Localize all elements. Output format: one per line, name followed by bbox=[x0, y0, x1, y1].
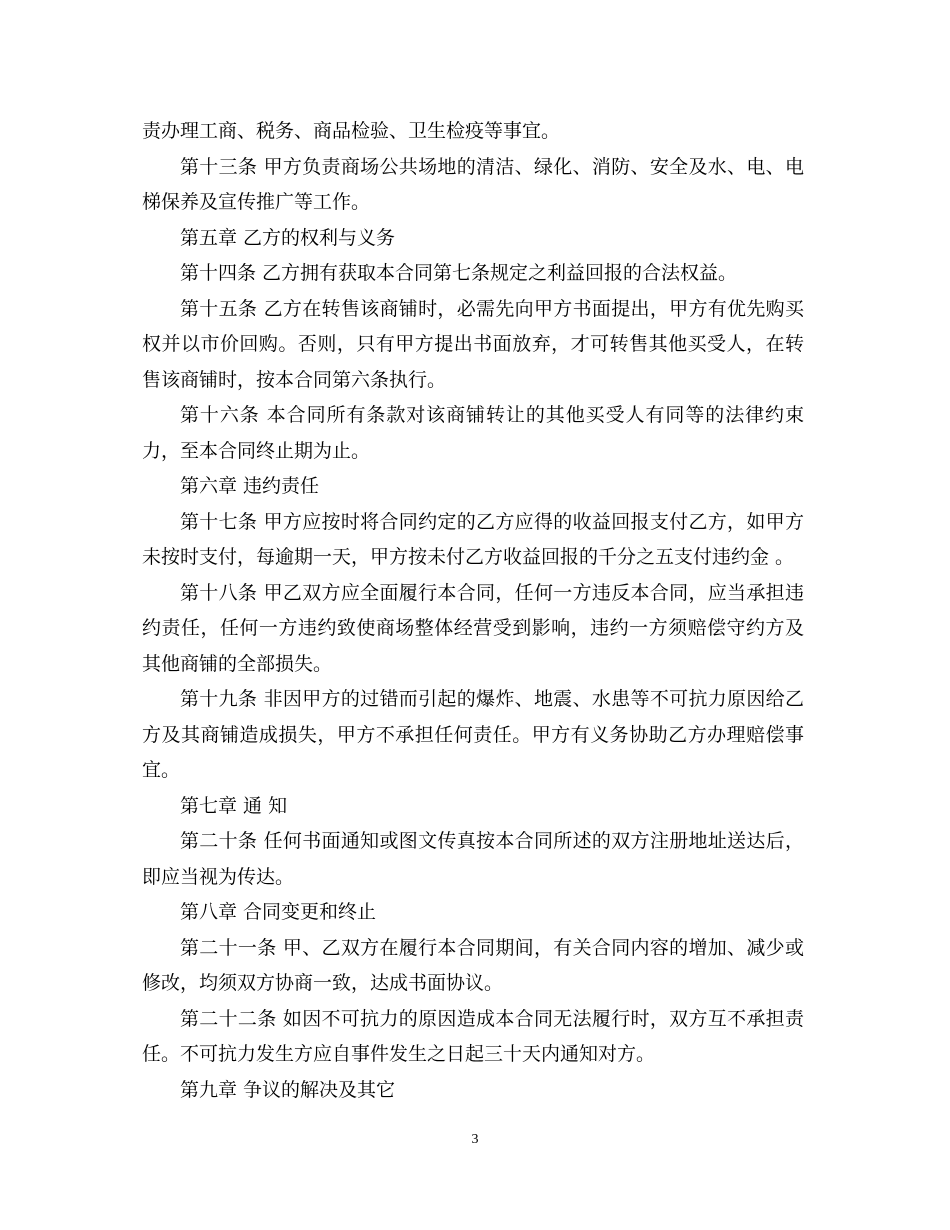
paragraph-article-14: 第十四条 乙方拥有获取本合同第七条规定之利益回报的合法权益。 bbox=[180, 262, 738, 284]
paragraph-continuation: 责办理工商、税务、商品检验、卫生检疫等事宜。 bbox=[142, 120, 561, 142]
paragraph-article-18: 第十八条 甲乙双方应全面履行本合同，任何一方违反本合同，应当承担违约责任，任何一方违约致使商场整体经营受到影响，违约一方须赔偿守约方及其他商铺的全部损失。 bbox=[142, 581, 804, 675]
page-number: 3 bbox=[471, 1132, 479, 1147]
paragraph-article-19: 第十九条 非因甲方的过错而引起的爆炸、地震、水患等不可抗力原因给乙方及其商铺造成损失，甲方不承担任何责任。甲方有义务协助乙方办理赔偿事宜。 bbox=[142, 688, 804, 781]
paragraph-article-16: 第十六条 本合同所有条款对该商铺转让的其他买受人有同等的法律约束力，至本合同终止期为止。 bbox=[142, 404, 804, 462]
chapter-heading-6: 第六章 违约责任 bbox=[180, 475, 320, 497]
chapter-heading-5: 第五章 乙方的权利与义务 bbox=[180, 226, 396, 249]
paragraph-article-13: 第十三条 甲方负责商场公共场地的清洁、绿化、消防、安全及水、电、电梯保养及宣传推广等工作。 bbox=[142, 155, 804, 213]
paragraph-article-15: 第十五条 乙方在转售该商铺时，必需先向甲方书面提出，甲方有优先购买权并以市价回购。否则，只有甲方提出书面放弃，才可转售其他买受人，在转售该商铺时，按本合同第六条执行。 bbox=[142, 297, 804, 391]
paragraph-article-21: 第二十一条 甲、乙双方在履行本合同期间，有关合同内容的增加、减少或修改，均须双方协商一致，达成书面协议。 bbox=[142, 936, 804, 994]
paragraph-article-22: 第二十二条 如因不可抗力的原因造成本合同无法履行时，双方互不承担责任。不可抗力发生方应自事件发生之日起三十天内通知对方。 bbox=[142, 1007, 804, 1065]
document-body bbox=[142, 114, 804, 1108]
chapter-heading-8: 第八章 合同变更和终止 bbox=[180, 901, 377, 923]
chapter-heading-9: 第九章 争议的解决及其它 bbox=[180, 1078, 396, 1101]
chapter-heading-7: 第七章 通 知 bbox=[180, 794, 288, 817]
paragraph-article-17: 第十七条 甲方应按时将合同约定的乙方应得的收益回报支付乙方，如甲方未按时支付，每逾期一天，甲方按未付乙方收益回报的千分之五支付违约金 。 bbox=[142, 510, 804, 568]
paragraph-article-20: 第二十条 任何书面通知或图文传真按本合同所述的双方注册地址送达后，即应当视为传达。 bbox=[142, 830, 804, 888]
